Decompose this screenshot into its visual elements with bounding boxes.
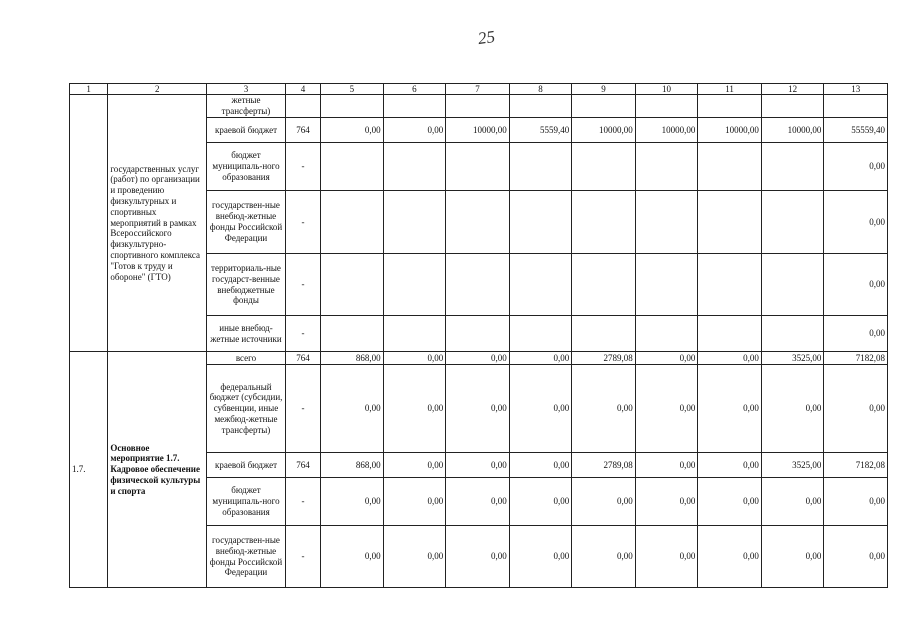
value-cell (383, 95, 446, 118)
value-cell: 0,00 (572, 365, 636, 453)
funding-source: территориаль-ные государст-венные внебюджетные фонды (207, 254, 286, 316)
value-cell: 10000,00 (635, 118, 698, 143)
value-cell: 0,00 (383, 352, 446, 365)
budget-table (69, 83, 888, 588)
value-cell (321, 95, 384, 118)
code-cell: - (285, 316, 320, 352)
value-cell: 0,00 (635, 352, 698, 365)
code-cell: 764 (285, 453, 320, 478)
activity-name: Основное мероприятие 1.7. Кадровое обеспечение физической культуры и спорта (108, 352, 207, 588)
value-cell: 0,00 (383, 526, 446, 588)
value-cell: 0,00 (446, 526, 510, 588)
value-cell (509, 254, 572, 316)
value-cell: 868,00 (321, 352, 384, 365)
value-cell (635, 143, 698, 191)
value-cell (572, 254, 636, 316)
value-cell (572, 316, 636, 352)
value-cell (635, 95, 698, 118)
value-cell: 0,00 (761, 365, 824, 453)
value-cell: 10000,00 (698, 118, 762, 143)
value-cell: 0,00 (321, 526, 384, 588)
value-cell (698, 254, 762, 316)
column-header: 11 (698, 84, 762, 95)
table-row (70, 352, 888, 365)
value-cell: 0,00 (321, 118, 384, 143)
code-cell (285, 95, 320, 118)
column-header: 6 (383, 84, 446, 95)
value-cell (509, 191, 572, 254)
funding-source: бюджет муниципаль-ного образования (207, 143, 286, 191)
table-row (70, 95, 888, 118)
funding-source: государствен-ные внебюд-жетные фонды Российской Федерации (207, 526, 286, 588)
value-cell: 0,00 (698, 478, 762, 526)
value-cell: 0,00 (761, 478, 824, 526)
value-cell: 0,00 (761, 526, 824, 588)
value-cell (509, 316, 572, 352)
value-cell (383, 316, 446, 352)
column-header: 13 (824, 84, 888, 95)
value-cell (824, 95, 888, 118)
row-number-cell (70, 95, 108, 352)
code-cell: - (285, 478, 320, 526)
code-cell: - (285, 365, 320, 453)
code-cell: - (285, 526, 320, 588)
value-cell (635, 254, 698, 316)
code-cell: - (285, 191, 320, 254)
value-cell (446, 254, 510, 316)
column-header: 3 (207, 84, 286, 95)
column-header: 4 (285, 84, 320, 95)
value-cell (321, 191, 384, 254)
value-cell (446, 95, 510, 118)
value-cell: 7182,08 (824, 352, 888, 365)
value-cell (509, 143, 572, 191)
value-cell (383, 143, 446, 191)
value-cell: 0,00 (509, 352, 572, 365)
funding-source: краевой бюджет (207, 453, 286, 478)
value-cell (761, 254, 824, 316)
code-cell: 764 (285, 118, 320, 143)
value-cell (761, 95, 824, 118)
value-cell: 0,00 (635, 365, 698, 453)
column-header: 1 (70, 84, 108, 95)
value-cell (698, 316, 762, 352)
value-cell: 0,00 (698, 526, 762, 588)
value-cell: 0,00 (824, 191, 888, 254)
funding-source: государствен-ные внебюд-жетные фонды Российской Федерации (207, 191, 286, 254)
funding-source: бюджет муниципаль-ного образования (207, 478, 286, 526)
value-cell: 10000,00 (761, 118, 824, 143)
code-cell: 764 (285, 352, 320, 365)
value-cell: 0,00 (824, 365, 888, 453)
value-cell: 0,00 (383, 453, 446, 478)
value-cell: 3525,00 (761, 352, 824, 365)
value-cell (383, 254, 446, 316)
value-cell: 0,00 (509, 526, 572, 588)
value-cell (321, 254, 384, 316)
column-header: 9 (572, 84, 636, 95)
column-header: 10 (635, 84, 698, 95)
funding-source: краевой бюджет (207, 118, 286, 143)
value-cell: 0,00 (446, 453, 510, 478)
funding-source: иные внебюд-жетные источники (207, 316, 286, 352)
value-cell (446, 143, 510, 191)
value-cell: 3525,00 (761, 453, 824, 478)
value-cell: 868,00 (321, 453, 384, 478)
page-number: 25 (476, 26, 497, 49)
value-cell: 0,00 (698, 453, 762, 478)
value-cell (698, 191, 762, 254)
value-cell: 5559,40 (509, 118, 572, 143)
value-cell (635, 191, 698, 254)
funding-source: всего (207, 352, 286, 365)
funding-source: жетные трансферты) (207, 95, 286, 118)
value-cell (698, 143, 762, 191)
value-cell (446, 316, 510, 352)
value-cell: 0,00 (824, 316, 888, 352)
value-cell: 0,00 (383, 118, 446, 143)
value-cell: 0,00 (824, 143, 888, 191)
value-cell (761, 143, 824, 191)
value-cell: 0,00 (572, 526, 636, 588)
value-cell: 0,00 (321, 365, 384, 453)
value-cell: 2789,08 (572, 352, 636, 365)
value-cell (635, 316, 698, 352)
value-cell (572, 143, 636, 191)
column-header: 8 (509, 84, 572, 95)
code-cell: - (285, 254, 320, 316)
value-cell: 0,00 (635, 478, 698, 526)
value-cell: 55559,40 (824, 118, 888, 143)
value-cell (321, 316, 384, 352)
row-number-cell: 1.7. (70, 352, 108, 588)
code-cell: - (285, 143, 320, 191)
column-number-row (70, 84, 888, 95)
value-cell (761, 191, 824, 254)
value-cell: 0,00 (698, 352, 762, 365)
value-cell: 0,00 (635, 526, 698, 588)
column-header: 12 (761, 84, 824, 95)
funding-source: федеральный бюджет (субсидии, субвенции, иные межбюд-жетные трансферты) (207, 365, 286, 453)
value-cell (383, 191, 446, 254)
value-cell: 0,00 (383, 365, 446, 453)
value-cell (761, 316, 824, 352)
value-cell: 0,00 (383, 478, 446, 526)
value-cell: 0,00 (635, 453, 698, 478)
column-header: 2 (108, 84, 207, 95)
value-cell (509, 95, 572, 118)
value-cell: 0,00 (509, 365, 572, 453)
value-cell: 2789,08 (572, 453, 636, 478)
value-cell (321, 143, 384, 191)
value-cell: 0,00 (572, 478, 636, 526)
value-cell (698, 95, 762, 118)
value-cell: 10000,00 (572, 118, 636, 143)
value-cell: 7182,08 (824, 453, 888, 478)
activity-name: государственных услуг (работ) по организации и проведению физкультурных и спортивных мероприятий в рамках Всероссийского физкультурно-спортивного комплекса "Готов к труду и обороне" (ГТО) (108, 95, 207, 352)
value-cell: 0,00 (509, 453, 572, 478)
value-cell: 10000,00 (446, 118, 510, 143)
value-cell: 0,00 (321, 478, 384, 526)
value-cell (446, 191, 510, 254)
value-cell (572, 95, 636, 118)
value-cell (572, 191, 636, 254)
value-cell: 0,00 (824, 254, 888, 316)
value-cell: 0,00 (446, 352, 510, 365)
column-header: 5 (321, 84, 384, 95)
value-cell: 0,00 (509, 478, 572, 526)
value-cell: 0,00 (824, 478, 888, 526)
value-cell: 0,00 (698, 365, 762, 453)
value-cell: 0,00 (824, 526, 888, 588)
value-cell: 0,00 (446, 478, 510, 526)
column-header: 7 (446, 84, 510, 95)
value-cell: 0,00 (446, 365, 510, 453)
